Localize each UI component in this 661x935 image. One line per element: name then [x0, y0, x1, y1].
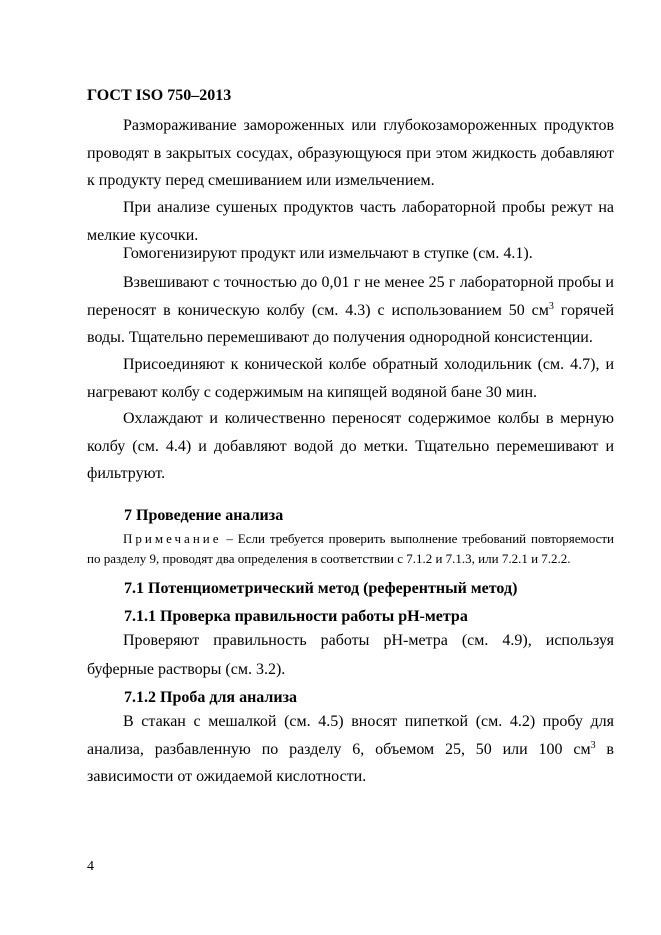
section-7-1-title: 7.1 Потенциометрический метод (референтный метод) — [124, 580, 518, 597]
superscript-3-sample: 3 — [590, 739, 596, 751]
paragraph-dried-products: При анализе сушеных продуктов часть лабораторной пробы режут на мелкие кусочки. — [87, 199, 614, 244]
paragraph-sample — [87, 708, 614, 791]
superscript-3: 3 — [548, 300, 554, 312]
paragraph-sample-text-b: в зависимости от ожидаемой кислотности. — [87, 740, 614, 785]
note-label: Примечание — [123, 531, 222, 546]
paragraph-cooling: Охлаждают и количественно переносят содержимое колбы в мерную колбу (см. 4.4) и добавляют водой до метки. Тщательно перемешивают и фильтруют. — [87, 410, 614, 482]
paragraph-homogenize: Гомогенизируют продукт или измельчают в ступке (см. 4.1). — [123, 245, 533, 262]
paragraph-ph-check: Проверяют правильность работы рН-метра (см. 4.9), используя буферные растворы (см. 3.2). — [87, 632, 614, 678]
page-number: 4 — [87, 859, 94, 874]
paragraph-thawing: Размораживание замороженных или глубокозамороженных продуктов проводят в закрытых сосудах, образующуюся при этом жидкость добавляют к продукту перед смешиванием или измельчением. — [87, 117, 614, 189]
paragraph-condenser: Присоединяют к конической колбе обратный холодильник (см. 4.7), и нагревают колбу с содержимым на кипящей водяной бане 30 мин. — [87, 356, 614, 401]
section-7-1-2-title: 7.1.2 Проба для анализа — [124, 689, 298, 706]
paragraph-weighing-text-a: Взвешивают с точностью до 0,01 г не менее 25 г лабораторной пробы и переносят в коническую колбу (см. 4.3) с использованием 50 см — [87, 274, 614, 319]
section-7-title: 7 Проведение анализа — [124, 507, 284, 524]
paragraph-weighing-text-b: горячей воды. Тщательно перемешивают до получения однородной консистенции. — [87, 301, 615, 346]
paragraph-sample-text-a: В стакан с мешалкой (см. 4.5) вносят пипеткой (см. 4.2) пробу для анализа, разбавленную по разделу 6, объемом 25, 50 или 100 см — [87, 713, 614, 758]
document-header: ГОСТ ISO 750–2013 — [87, 87, 232, 104]
section-7-1-1-title: 7.1.1 Проверка правильности работы рН-метра — [124, 608, 468, 625]
note — [87, 529, 614, 569]
note-text: – Если требуется проверить выполнение требований повторяемости по разделу 9, проводят два определения в соответствии с 7.1.2 и 7.1.3, или 7.2.1 и 7.2.2. — [87, 531, 614, 566]
paragraph-weighing — [87, 269, 614, 352]
